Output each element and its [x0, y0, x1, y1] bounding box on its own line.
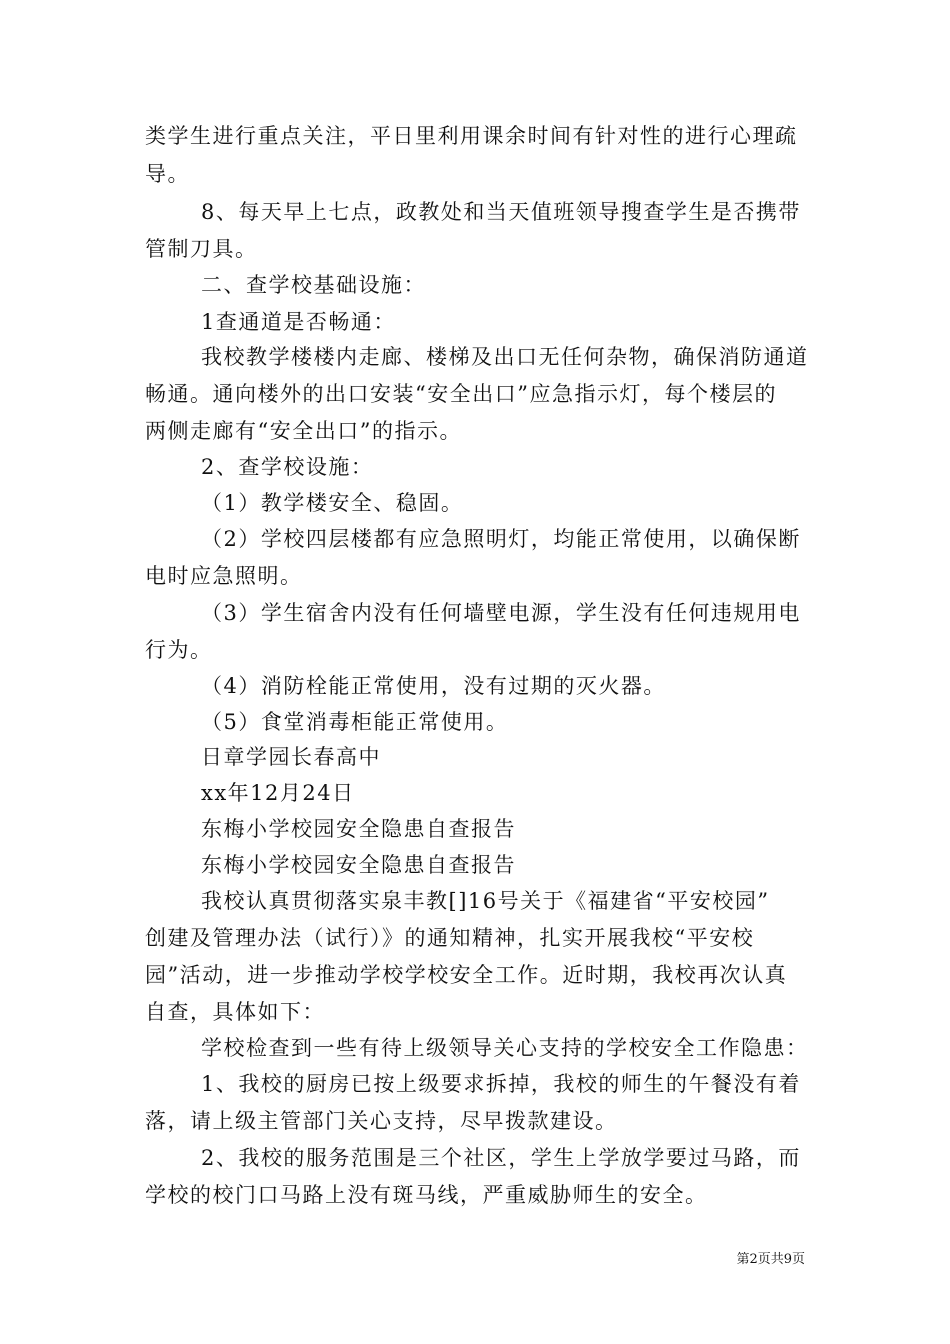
list-item: 2、我校的服务范围是三个社区，学生上学放学要过马路，而 — [201, 1146, 801, 1170]
report-title: 东梅小学校园安全隐患自查报告 — [201, 817, 516, 841]
list-item: （5）食堂消毒柜能正常使用。 — [201, 710, 509, 734]
text-line: 导。 — [145, 162, 190, 186]
page-number: 第2页共9页 — [736, 1252, 805, 1267]
text-line: 我校教学楼楼内走廊、楼梯及出口无任何杂物，确保消防通道 — [201, 345, 809, 369]
text-line: 自查，具体如下： — [145, 1000, 325, 1024]
text-line: 落，请上级主管部门关心支持，尽早拨款建设。 — [145, 1109, 618, 1133]
text-line: 创建及管理办法（试行）》的通知精神，扎实开展我校“平安校 — [145, 926, 755, 950]
report-title: 东梅小学校园安全隐患自查报告 — [201, 853, 516, 877]
text-line: 园”活动，进一步推动学校学校安全工作。近时期，我校再次认真 — [145, 963, 788, 987]
text-line: 我校认真贯彻落实泉丰教[]16号关于《福建省“平安校园” — [201, 889, 770, 913]
list-item: （4）消防栓能正常使用，没有过期的灭火器。 — [201, 674, 666, 698]
text-line: 学校检查到一些有待上级领导关心支持的学校安全工作隐患： — [201, 1036, 809, 1060]
subsection-heading: 2、查学校设施： — [201, 455, 374, 479]
section-heading: 二、查学校基础设施： — [201, 273, 426, 297]
list-item: （3）学生宿舍内没有任何墙壁电源，学生没有任何违规用电 — [201, 601, 801, 625]
list-item: （2）学校四层楼都有应急照明灯，均能正常使用，以确保断 — [201, 527, 801, 551]
text-line: 电时应急照明。 — [145, 564, 303, 588]
subsection-heading: 1查通道是否畅通： — [201, 310, 396, 334]
text-line: 类学生进行重点关注，平日里利用课余时间有针对性的进行心理疏 — [145, 124, 798, 148]
signature-name: 日章学园长春高中 — [201, 745, 381, 769]
text-line: 管制刀具。 — [145, 237, 258, 261]
list-item: 1、我校的厨房已按上级要求拆掉，我校的师生的午餐没有着 — [201, 1072, 801, 1096]
text-line: 两侧走廊有“安全出口”的指示。 — [145, 419, 462, 443]
text-line: 8、每天早上七点，政教处和当天值班领导搜查学生是否携带 — [201, 200, 801, 224]
signature-date: xx年12月24日 — [201, 781, 355, 805]
text-line: 畅通。通向楼外的出口安装“安全出口”应急指示灯，每个楼层的 — [145, 382, 777, 406]
list-item: （1）教学楼安全、稳固。 — [201, 491, 464, 515]
text-line: 学校的校门口马路上没有斑马线，严重威胁师生的安全。 — [145, 1183, 708, 1207]
text-line: 行为。 — [145, 638, 213, 662]
